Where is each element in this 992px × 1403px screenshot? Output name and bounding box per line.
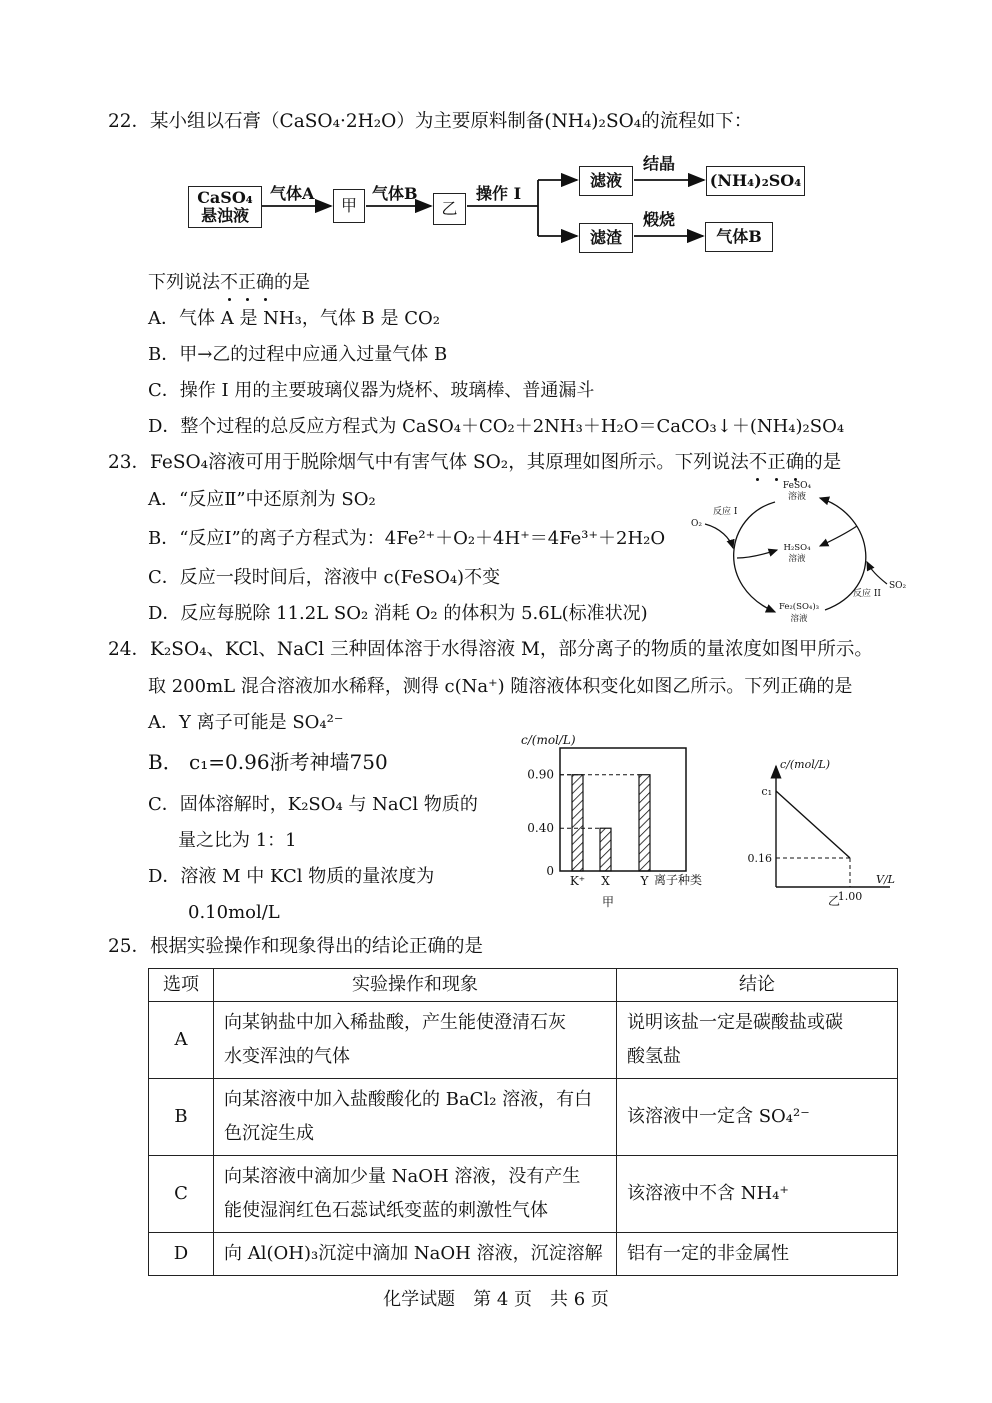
cycle-so2: SO₂ bbox=[889, 581, 907, 591]
cycle-top-line2: 溶液 bbox=[787, 492, 807, 502]
chart-jia-title: 甲 bbox=[602, 895, 615, 909]
chart-yi-title: 乙 bbox=[828, 894, 841, 908]
q24-option-d-line1: D．溶液 M 中 KCl 物质的量浓度为 bbox=[148, 866, 435, 887]
cycle-bottom-line2: 溶液 bbox=[790, 614, 808, 624]
con-line: 酸氢盐 bbox=[627, 1046, 681, 1067]
table-cell-operation bbox=[214, 1156, 617, 1233]
op-line: 向某溶液中加入盐酸酸化的 BaCl₂ 溶液，有白 bbox=[224, 1089, 593, 1110]
x-tick-label: X bbox=[601, 874, 610, 888]
y-tick-label: 0.90 bbox=[527, 767, 554, 782]
q24-option-a: A．Y 离子可能是 SO₄²⁻ bbox=[148, 712, 344, 733]
chart-yi-xlabel: V/L bbox=[876, 873, 895, 886]
table-cell-conclusion bbox=[617, 1079, 898, 1156]
cycle-reaction2: 反应 II bbox=[853, 589, 881, 599]
table-cell-operation bbox=[214, 1233, 617, 1276]
table-row bbox=[149, 1156, 898, 1233]
chart-jia-xlabel: 离子种类 bbox=[654, 873, 703, 887]
con-line: 说明该盐一定是碳酸盐或碳 bbox=[627, 1012, 843, 1033]
table-cell-conclusion bbox=[617, 1233, 898, 1276]
flow-box-caso4 bbox=[188, 186, 262, 228]
y-tick-label: 0.40 bbox=[527, 821, 554, 836]
emphasis-char: 确 bbox=[785, 452, 805, 473]
table-header-row bbox=[149, 969, 898, 1002]
table-row bbox=[149, 1079, 898, 1156]
op-line: 色沉淀生成 bbox=[224, 1123, 314, 1144]
op-line: 向某溶液中滴加少量 NaOH 溶液，没有产生 bbox=[224, 1166, 581, 1187]
table-header-operation: 实验操作和现象 bbox=[214, 969, 617, 1002]
flow-arrow-operation: 操作 I bbox=[476, 184, 522, 203]
table-row bbox=[149, 1233, 898, 1276]
emphasis-char: 正 bbox=[238, 272, 256, 293]
q23-stem-pre: 23．FeSO₄溶液可用于脱除烟气中有害气体 SO₂，其原理如图所示。下列说法 bbox=[108, 452, 749, 473]
emphasis-char: 不 bbox=[220, 272, 238, 293]
bar-3 bbox=[639, 775, 650, 871]
chart-jia-ylabel: c/(mol/L) bbox=[521, 733, 576, 747]
table-header-conclusion: 结论 bbox=[617, 969, 898, 1002]
op-line: 向 Al(OH)₃沉淀中滴加 NaOH 溶液，沉淀溶解 bbox=[224, 1243, 603, 1264]
flow-arrow-gas-a: 气体A bbox=[270, 184, 315, 203]
q22-option-a: A．气体 A 是 NH₃，气体 B 是 CO₂ bbox=[148, 308, 440, 329]
table-header-option: 选项 bbox=[149, 969, 214, 1002]
x-tick-label: Y bbox=[640, 874, 649, 888]
q24-stem-line1: 24．K₂SO₄、KCl、NaCl 三种固体溶于水得溶液 M，部分离子的物质的量浓度如图甲所示。 bbox=[108, 639, 873, 660]
op-line: 能使湿润红色石蕊试纸变蓝的刺激性气体 bbox=[224, 1200, 548, 1221]
q23-cycle-diagram bbox=[685, 476, 915, 626]
x-tick-label: K⁺ bbox=[569, 874, 586, 888]
q24-stem-line2: 取 200mL 混合溶液加水稀释，测得 c(Na⁺) 随溶液体积变化如图乙所示。下列正确的是 bbox=[148, 676, 853, 697]
flow-box-product: (NH₄)₂SO₄ bbox=[706, 166, 805, 196]
q24-option-b: B． c₁=0.96浙考神墙750 bbox=[148, 750, 388, 774]
q25-stem: 25．根据实验操作和现象得出的结论正确的是 bbox=[108, 936, 484, 957]
flow-arrow-crystallize: 结晶 bbox=[643, 154, 676, 173]
bar-1 bbox=[572, 775, 583, 871]
q22-stem: 22．某小组以石膏（CaSO₄·2H₂O）为主要原料制备(NH₄)₂SO₄的流程如下： bbox=[108, 111, 753, 132]
chart-jia bbox=[508, 730, 733, 915]
emphasis-char: 不 bbox=[748, 452, 768, 473]
chart-yi bbox=[740, 752, 910, 912]
table-cell-option: B bbox=[149, 1079, 214, 1156]
op-line: 水变浑浊的气体 bbox=[224, 1046, 350, 1067]
flow-box-filtrate: 滤液 bbox=[579, 166, 633, 196]
q23-option-a: A．“反应Ⅱ”中还原剂为 SO₂ bbox=[148, 489, 376, 510]
q25-table bbox=[148, 968, 898, 1276]
flow-box-caso4-line1: CaSO₄ bbox=[197, 188, 253, 207]
y-tick-label: 0 bbox=[546, 864, 554, 878]
con-line: 该溶液中不含 NH₄⁺ bbox=[627, 1183, 789, 1204]
q22-option-c: C．操作 I 用的主要玻璃仪器为烧杯、玻璃棒、普通漏斗 bbox=[148, 380, 595, 401]
cycle-mid-line2: 溶液 bbox=[788, 554, 806, 564]
series-line bbox=[776, 791, 850, 858]
emphasis-char: 确 bbox=[256, 272, 274, 293]
table-cell-operation bbox=[214, 1079, 617, 1156]
flow-arrow-calcine: 煅烧 bbox=[643, 210, 676, 229]
con-line: 铝有一定的非金属性 bbox=[627, 1243, 789, 1264]
q24-option-c-line2: 量之比为 1：1 bbox=[178, 830, 297, 851]
q22-option-b: B．甲→乙的过程中应通入过量气体 B bbox=[148, 344, 448, 365]
flow-arrow-gas-b: 气体B bbox=[372, 184, 418, 203]
cycle-o2: O₂ bbox=[691, 519, 702, 529]
emphasis-char: 正 bbox=[767, 452, 786, 473]
q22-option-d: D．整个过程的总反应方程式为 CaSO₄＋CO₂＋2NH₃＋H₂O＝CaCO₃↓＋(NH₄)₂SO₄ bbox=[148, 416, 845, 437]
q23-stem-post: 的是 bbox=[804, 452, 842, 473]
chart-yi-ylabel: c/(mol/L) bbox=[780, 758, 831, 771]
flow-box-residue: 滤渣 bbox=[579, 223, 633, 253]
table-row bbox=[149, 1002, 898, 1079]
flow-box-jia: 甲 bbox=[333, 189, 365, 223]
table-cell-operation bbox=[214, 1002, 617, 1079]
q22-prompt-pre: 下列说法 bbox=[148, 272, 220, 293]
con-line: 该溶液中一定含 SO₄²⁻ bbox=[627, 1106, 810, 1127]
y-tick-label: c₁ bbox=[761, 785, 772, 798]
table-cell-option: D bbox=[149, 1233, 214, 1276]
op-line: 向某钠盐中加入稀盐酸，产生能使澄清石灰 bbox=[224, 1012, 566, 1033]
q22-prompt-post: 的是 bbox=[274, 272, 310, 293]
flow-box-gas-b: 气体B bbox=[705, 222, 773, 252]
q23-option-c: C．反应一段时间后，溶液中 c(FeSO₄)不变 bbox=[148, 567, 501, 588]
q22-prompt bbox=[148, 271, 310, 295]
bar-2 bbox=[600, 828, 611, 871]
table-cell-conclusion bbox=[617, 1156, 898, 1233]
x-tick-label: 1.00 bbox=[837, 890, 863, 903]
cycle-mid-line1: H₂SO₄ bbox=[783, 543, 811, 553]
table-cell-conclusion bbox=[617, 1002, 898, 1079]
q23-stem bbox=[108, 451, 841, 475]
flow-box-yi: 乙 bbox=[433, 193, 466, 225]
table-cell-option: A bbox=[149, 1002, 214, 1079]
q22-flow-arrows bbox=[0, 0, 992, 280]
table-cell-option: C bbox=[149, 1156, 214, 1233]
q24-option-c-line1: C．固体溶解时，K₂SO₄ 与 NaCl 物质的 bbox=[148, 794, 478, 815]
page-footer: 化学试题 第 4 页 共 6 页 bbox=[383, 1289, 609, 1310]
q24-option-d-line2: 0.10mol/L bbox=[188, 902, 280, 923]
q23-option-d: D．反应每脱除 11.2L SO₂ 消耗 O₂ 的体积为 5.6L(标准状况) bbox=[148, 603, 648, 624]
y-tick-label: 0.16 bbox=[747, 852, 772, 865]
flow-box-caso4-line2: 悬浊液 bbox=[200, 206, 249, 225]
cycle-reaction1: 反应 I bbox=[713, 507, 738, 517]
cycle-top-line1: FeSO₄ bbox=[782, 481, 812, 491]
cycle-bottom-line1: Fe₂(SO₄)₃ bbox=[778, 602, 820, 612]
q23-option-b: B．“反应Ⅰ”的离子方程式为：4Fe²⁺＋O₂＋4H⁺＝4Fe³⁺＋2H₂O bbox=[148, 528, 666, 549]
